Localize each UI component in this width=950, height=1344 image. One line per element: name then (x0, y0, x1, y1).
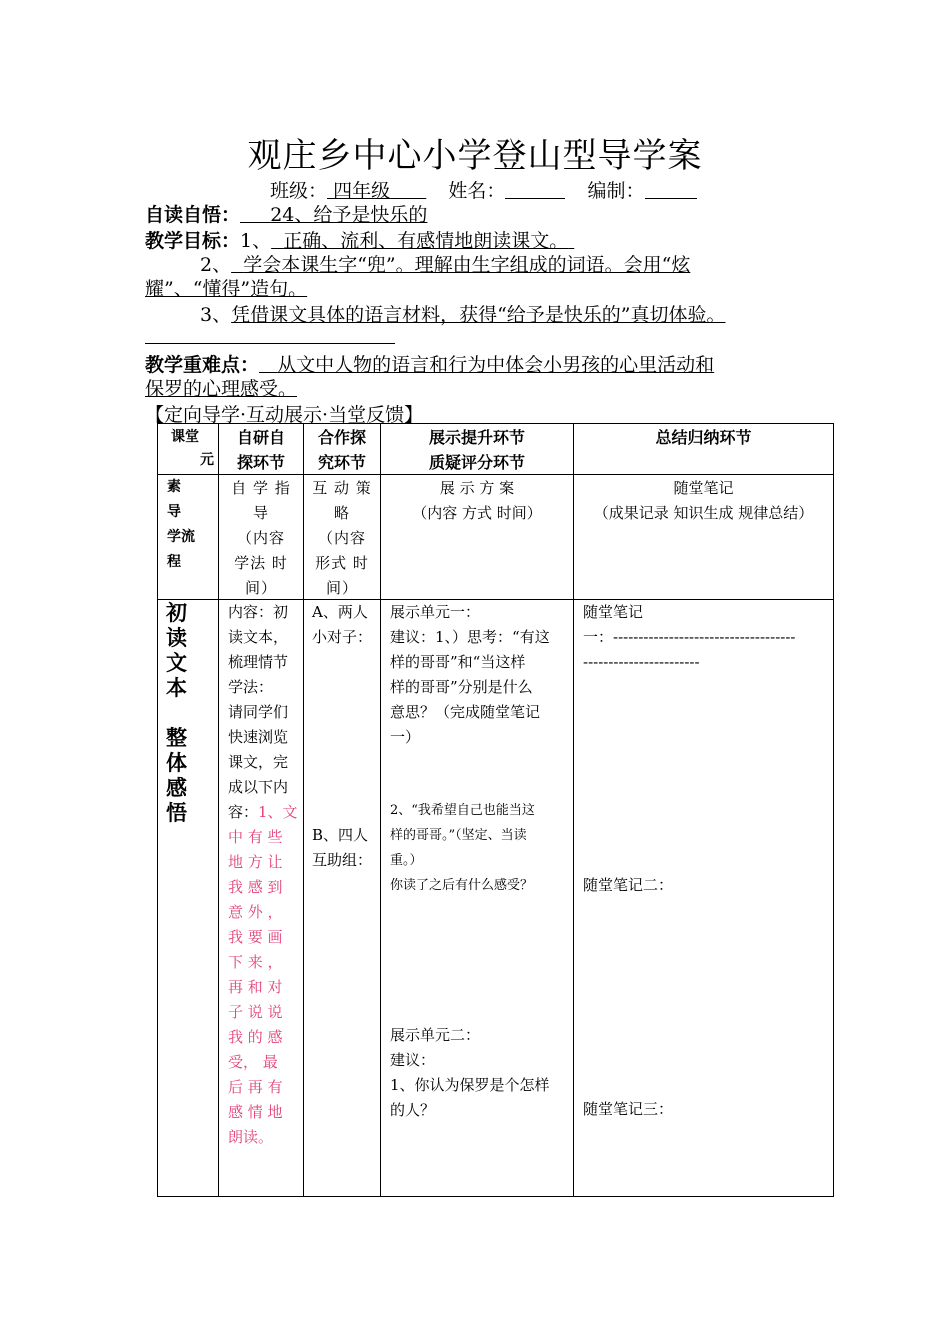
table-border-bottom (157, 1196, 834, 1197)
display-unit-2: 展示单元二： 建议： 1、你认为保罗是个怎样 的人？ (390, 1026, 550, 1119)
self-study-task: 中 有 些 地 方 让 我 感 到 意 外 ， 我 要 画 下 来 ， 再 和 对 子 说 说 我 的 感 受， 最 后 再 有 感 情 地 朗读。 (228, 828, 283, 1146)
page-title: 观庄乡中心小学登山型导学案 (247, 136, 703, 176)
table-border-left (157, 423, 158, 1197)
difficulty-text-1: 从文中人物的语言和行为中体会小男孩的心里活动和 (277, 354, 715, 376)
class-note-2: 随堂笔记二： (583, 876, 674, 894)
self-study-content: 内容：初 读文本， 梳理情节 学法： 请同学们 快速浏览 课文，完 成以下内 容：1、文 中 有 些 地 方 让 我 感 到 意 外 ， 我 要 画 下 来 ， 再 和 对 子 说 说 我 的 感 受， 最 后 再 有 感 情 地 朗读。 (228, 600, 302, 1150)
goal2-text-2: 耀”、“懂得”造句。 (145, 278, 308, 300)
col3-subheader: 展 示 方 案 （内容 方式 时间） (412, 479, 542, 522)
col1-header: 自研自 探环节 (236, 428, 285, 472)
class-value: 四年级 (333, 180, 391, 202)
goal1-line (145, 226, 574, 253)
difficulty-line1 (145, 350, 714, 377)
editor-label: 编制： (587, 180, 645, 202)
col2-header: 合作探 究环节 (317, 428, 366, 472)
goal3-text: 凭借课文具体的语言材料，获得“给予是快乐的”真切体验。 (231, 304, 726, 326)
class-note-1: 随堂笔记 一：------------------------------------ ----------------------- (583, 603, 796, 671)
difficulty-line2 (145, 374, 579, 401)
col1-subheader: 自 学 指 导 （内容 学法 时 间） (231, 479, 291, 597)
goals-label: 教学目标： (145, 230, 241, 252)
name-label: 姓名： (448, 180, 506, 202)
goal1-text: 正确、流利、有感情地朗读课文。 (283, 230, 569, 252)
stage-label-first-reading: 初 读 文 本 (166, 601, 187, 700)
editor-blank (645, 180, 697, 199)
class-label: 班级： (270, 180, 328, 202)
goal3-underline (145, 343, 395, 344)
self-read-line (145, 200, 670, 227)
table-border-top (157, 423, 834, 424)
goal3-line (200, 300, 726, 327)
difficulty-label: 教学重难点： (145, 354, 260, 376)
stage-label-overall-feel: 整 体 感 悟 (166, 726, 187, 825)
group-work: B、四人 互助组： (312, 826, 373, 869)
col4-subheader: 随堂笔记 （成果记录 知识生成 规律总结） (593, 479, 814, 522)
name-blank (505, 180, 565, 199)
self-read-label: 自读自悟： (145, 204, 241, 226)
table-divider-4 (573, 423, 574, 1197)
col4-header: 总结归纳环节 (655, 428, 752, 447)
self-read-value: 24、给予是快乐的 (270, 204, 428, 226)
table-divider-3 (380, 423, 381, 1197)
col2-subheader: 互 动 策 略 （内容 形式 时 间） (312, 479, 372, 597)
info-row (270, 176, 697, 203)
display-question-2: 2、“我希望自己也能当这 样的哥哥。”（坚定、当读 重。） 你读了之后有什么感受？ (390, 803, 535, 893)
goal2-line2 (145, 274, 601, 301)
goal3-num: 3、 (200, 304, 232, 326)
pair-work: A、两人 小对子： (312, 603, 373, 646)
class-note-3: 随堂笔记三： (583, 1100, 674, 1118)
goal1-num: 1、 (240, 230, 272, 252)
display-unit-1: 展示单元一： 建议：1、）思考：“有这 样的哥哥”和“当这样 样的哥哥”分别是什么 意思？（完成随堂笔记 一） (390, 603, 550, 746)
goal2-num: 2、 (200, 254, 232, 276)
corner-left-labels: 素 导 学流 程 (167, 479, 195, 570)
corner-label-a: 课堂 (171, 429, 199, 445)
goal2-text-1: 学会本课生字“兜”。理解由生字组成的词语。会用“炫 (243, 254, 691, 276)
col3-header: 展示提升环节 质疑评分环节 (428, 428, 525, 472)
table-border-right (833, 423, 834, 1197)
section-title: 【定向导学·互动展示·当堂反馈】 (145, 404, 424, 426)
difficulty-text-2: 保罗的心理感受。 (145, 378, 298, 400)
lesson-table (157, 423, 834, 1197)
corner-label-b: 元 (200, 452, 214, 468)
goal2-line1 (200, 250, 690, 277)
